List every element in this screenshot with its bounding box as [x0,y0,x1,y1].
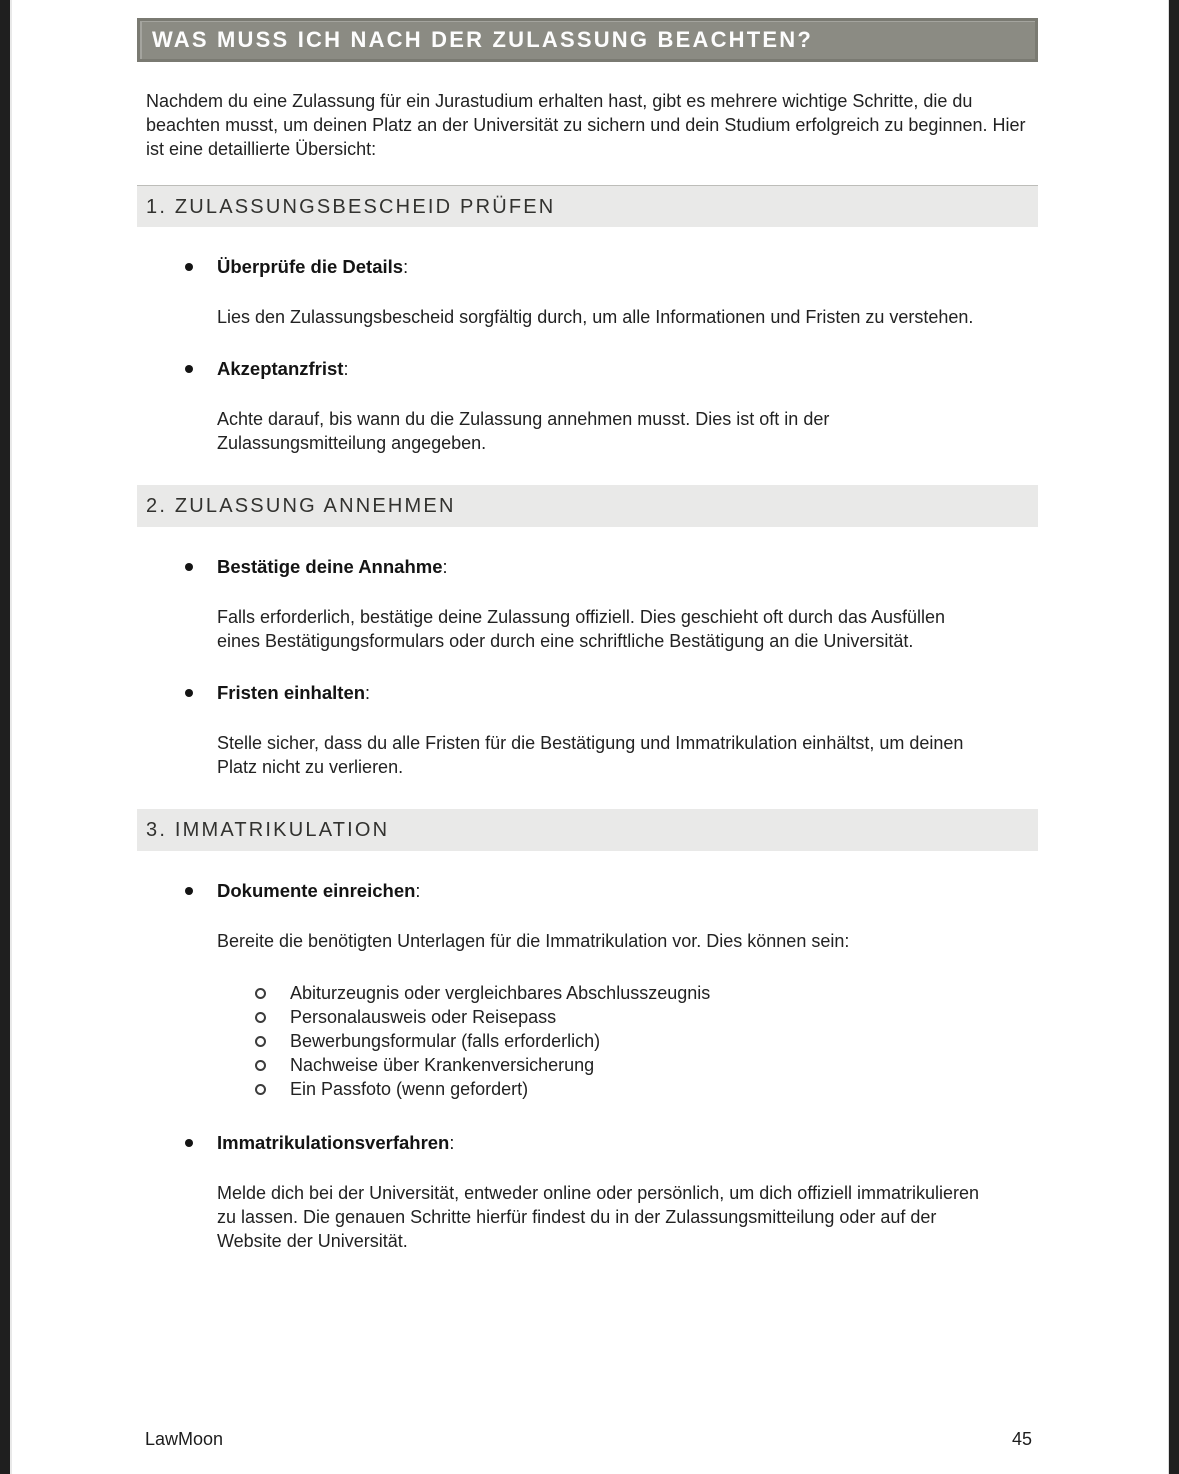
bullet-body [217,731,1038,779]
body-line: Stelle sicher, dass du alle Fristen für die Bestätigung und Immatrikulation einhältst, um deinen [217,733,964,753]
section-heading-text: 2. ZULASSUNG ANNEHMEN [146,495,456,517]
bullet-icon [185,365,193,373]
page-number: 45 [1011,1429,1032,1449]
sublist-item [137,1029,1038,1053]
bullet-colon: : [365,683,371,703]
bullet-colon: : [415,881,421,901]
body-line: eines Bestätigungsformulars oder durch eine schriftliche Bestätigung an die Universität. [217,631,914,651]
document-page [137,0,1038,1253]
bullet-colon: : [403,257,409,277]
bullet-body [217,1181,1038,1253]
bullet-colon: : [449,1133,455,1153]
intro-paragraph [146,89,1038,161]
body-line: Achte darauf, bis wann du die Zulassung annehmen musst. Dies ist oft in der [217,409,830,429]
body-line: Bereite die benötigten Unterlagen für die Immatrikulation vor. Dies können sein: [217,931,850,951]
bullet-body [217,407,1038,455]
section-heading-2 [137,485,1038,527]
bullet-term: Bestätige deine Annahme [217,556,443,577]
body-line: Melde dich bei der Universität, entweder online oder persönlich, um dich offiziell immatrikulieren [217,1183,980,1203]
bullet-colon: : [442,557,448,577]
bullet-icon [185,689,193,697]
section-heading-text: 1. ZULASSUNGSBESCHEID PRÜFEN [146,195,556,218]
page-edge-left [0,0,12,1474]
page-edge-right [1168,0,1179,1474]
document-sublist [137,981,1038,1101]
page-title: WAS MUSS ICH NACH DER ZULASSUNG BEACHTEN? [152,27,813,52]
bullet-colon: : [343,359,349,379]
section-heading-3 [137,809,1038,851]
body-line: Platz nicht zu verlieren. [217,757,404,777]
circle-bullet-icon [255,1012,266,1023]
body-line: Falls erforderlich, bestätige deine Zulassung offiziell. Dies geschieht oft durch das Ausfüllen [217,607,946,627]
sublist-item-text: Bewerbungsformular (falls erforderlich) [290,1031,601,1051]
bullet-item [137,1131,1038,1155]
bullet-icon [185,1139,193,1147]
bullet-term: Fristen einhalten [217,682,366,703]
sublist-item-text: Nachweise über Krankenversicherung [290,1055,595,1075]
sublist-item [137,1077,1038,1101]
bullet-icon [185,563,193,571]
bullet-term: Überprüfe die Details [217,256,404,277]
footer-brand: LawMoon [145,1429,224,1449]
intro-line: beachten musst, um deinen Platz an der Universität zu sichern und dein Studium erfolgreich zu beginnen. [146,115,988,135]
sublist-item-text: Abiturzeugnis oder vergleichbares Abschlusszeugnis [290,983,711,1003]
circle-bullet-icon [255,1084,266,1095]
bullet-body [217,929,1038,953]
bullet-term: Akzeptanzfrist [217,358,344,379]
sublist-item [137,981,1038,1005]
bullet-icon [185,887,193,895]
document-title-bar [137,18,1038,62]
bullet-body [217,305,1038,329]
body-line: Lies den Zulassungsbescheid sorgfältig durch, um alle Informationen und Fristen zu verstehen. [217,307,974,327]
body-line: zu lassen. Die genauen Schritte hierfür findest du in der Zulassungsmitteilung oder auf der [217,1207,937,1227]
sublist-item-text: Ein Passfoto (wenn gefordert) [290,1079,529,1099]
bullet-item [137,357,1038,381]
section-heading-1 [137,185,1038,227]
circle-bullet-icon [255,988,266,999]
bullet-item [137,555,1038,579]
intro-line: Hier ist eine detaillierte Übersicht: [146,115,1026,159]
sublist-item-text: Personalausweis oder Reisepass [290,1007,557,1027]
intro-line: Nachdem du eine Zulassung für ein Jurastudium erhalten hast, gibt es mehrere wichtige Schritte, die du [146,91,973,111]
body-line: Zulassungsmitteilung angegeben. [217,433,487,453]
bullet-item [137,681,1038,705]
body-line: Website der Universität. [217,1231,408,1251]
bullet-item [137,879,1038,903]
circle-bullet-icon [255,1060,266,1071]
bullet-term: Dokumente einreichen [217,880,416,901]
page-footer [137,1429,1038,1450]
bullet-item [137,255,1038,279]
bullet-term: Immatrikulationsverfahren [217,1132,450,1153]
section-heading-text: 3. IMMATRIKULATION [146,819,390,841]
bullet-body [217,605,1038,653]
circle-bullet-icon [255,1036,266,1047]
sublist-item [137,1005,1038,1029]
sublist-item [137,1053,1038,1077]
bullet-icon [185,263,193,271]
